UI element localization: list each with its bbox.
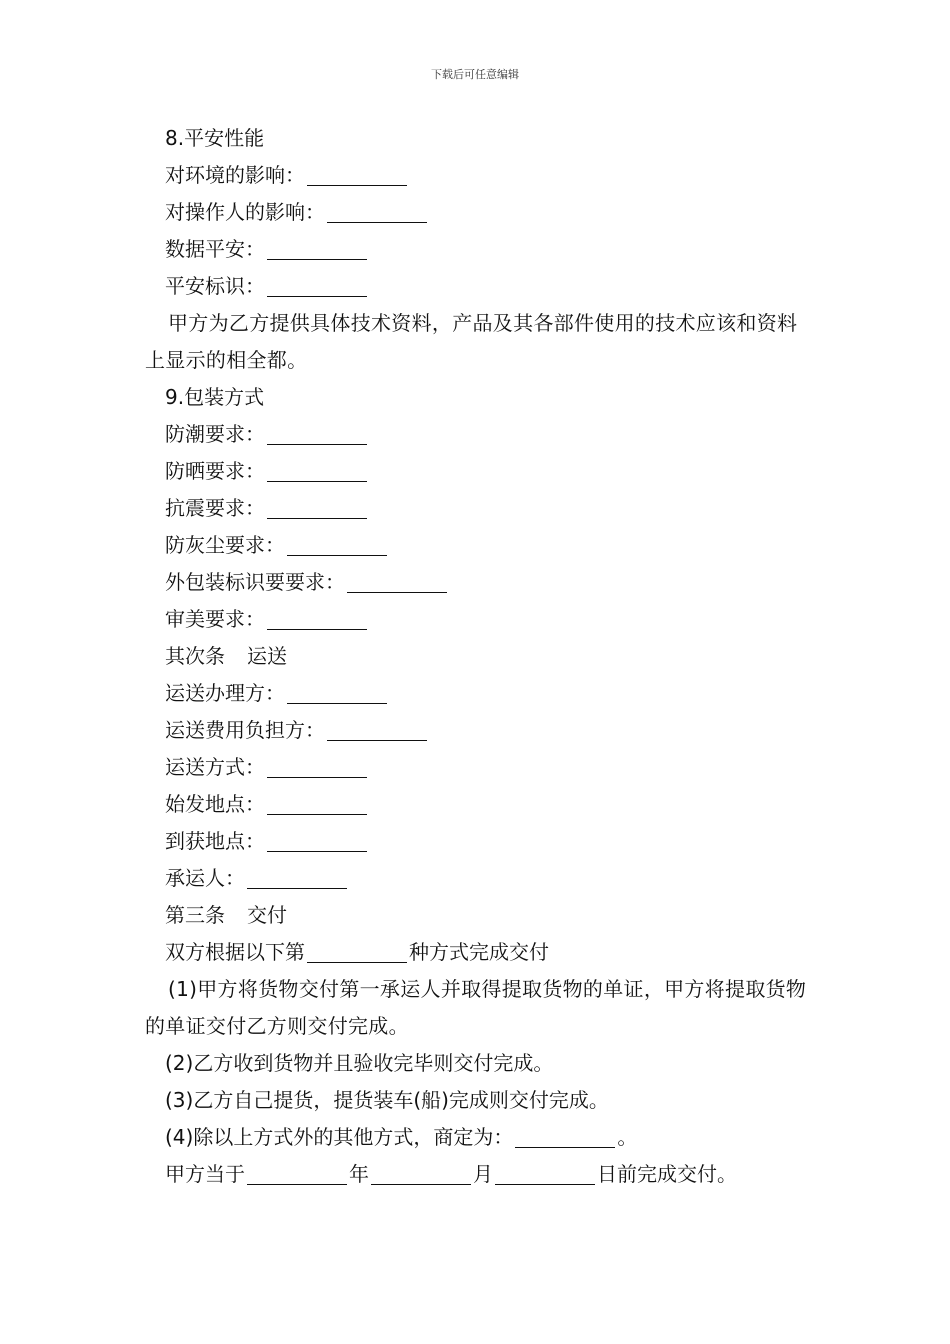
option-4-suffix: 。: [617, 1125, 638, 1149]
outer-label-field: [145, 564, 810, 601]
fill-blank[interactable]: [287, 529, 387, 556]
document-body: [145, 120, 810, 1193]
month-blank[interactable]: [371, 1158, 471, 1185]
delivery-option-2: (2)乙方收到货物并且验收完毕则交付完成。: [165, 1051, 554, 1075]
field-label: 对环境的影响：: [165, 163, 305, 187]
field-label: 承运人：: [165, 866, 245, 890]
transport-method-field: [145, 749, 810, 786]
fill-blank[interactable]: [267, 455, 367, 482]
field-label: 对操作人的影响：: [165, 200, 325, 224]
year-label: 年: [349, 1162, 369, 1186]
field-label: 抗震要求：: [165, 496, 265, 520]
article-name: 交付: [247, 903, 287, 927]
month-label: 月: [473, 1162, 493, 1186]
field-label: 外包装标识要要求：: [165, 570, 345, 594]
delivery-option-3: (3)乙方自己提货，提货装车(船)完成则交付完成。: [165, 1088, 609, 1112]
fill-blank[interactable]: [307, 159, 407, 186]
delivery-option-1: (1)甲方将货物交付第一承运人并取得提取货物的单证，甲方将提取货物的单证交付乙方则交付完成。: [145, 977, 807, 1038]
field-label: 运送方式：: [165, 755, 265, 779]
operator-impact-field: [145, 194, 810, 231]
option-4-prefix: (4)除以上方式外的其他方式，商定为：: [165, 1125, 514, 1149]
article-2-heading: [145, 638, 810, 675]
origin-field: [145, 786, 810, 823]
fill-blank[interactable]: [327, 714, 427, 741]
fill-blank[interactable]: [327, 196, 427, 223]
field-label: 防晒要求：: [165, 459, 265, 483]
fill-blank[interactable]: [267, 788, 367, 815]
field-label: 防灰尘要求：: [165, 533, 285, 557]
article-name: 运送: [247, 644, 287, 668]
field-label: 数据平安：: [165, 237, 265, 261]
destination-field: [145, 823, 810, 860]
article-3-heading: [145, 897, 810, 934]
dust-field: [145, 527, 810, 564]
data-safety-field: [145, 231, 810, 268]
field-label: 平安标识：: [165, 274, 265, 298]
field-label: 到获地点：: [165, 829, 265, 853]
fill-blank[interactable]: [267, 825, 367, 852]
section-9-title: 9.包装方式: [165, 385, 265, 409]
year-blank[interactable]: [247, 1158, 347, 1185]
article-number: 其次条: [165, 644, 225, 668]
shock-field: [145, 490, 810, 527]
day-blank[interactable]: [495, 1158, 595, 1185]
delivery-option-4: [145, 1119, 810, 1156]
aesthetic-field: [145, 601, 810, 638]
fill-blank[interactable]: [307, 936, 407, 963]
page-header-note: 下载后可任意编辑: [431, 68, 519, 81]
fill-blank[interactable]: [515, 1121, 615, 1148]
fill-blank[interactable]: [247, 862, 347, 889]
field-label: 防潮要求：: [165, 422, 265, 446]
fill-blank[interactable]: [267, 603, 367, 630]
date-suffix: 日前完成交付。: [597, 1162, 737, 1186]
delivery-date-line: [145, 1156, 810, 1193]
fill-blank[interactable]: [267, 233, 367, 260]
carrier-field: [145, 860, 810, 897]
transport-cost-field: [145, 712, 810, 749]
choice-prefix: 双方根据以下第: [165, 940, 305, 964]
fill-blank[interactable]: [267, 270, 367, 297]
field-label: 运送办理方：: [165, 681, 285, 705]
delivery-choice-line: [145, 934, 810, 971]
safety-mark-field: [145, 268, 810, 305]
tech-docs-paragraph: 甲方为乙方提供具体技术资料，产品及其各部件使用的技术应该和资料上显示的相全都。: [145, 311, 798, 372]
moisture-field: [145, 416, 810, 453]
fill-blank[interactable]: [347, 566, 447, 593]
transport-handler-field: [145, 675, 810, 712]
section-8-title: 8.平安性能: [165, 126, 265, 150]
choice-suffix: 种方式完成交付: [409, 940, 549, 964]
field-label: 始发地点：: [165, 792, 265, 816]
field-label: 运送费用负担方：: [165, 718, 325, 742]
fill-blank[interactable]: [287, 677, 387, 704]
date-prefix: 甲方当于: [165, 1162, 245, 1186]
sun-field: [145, 453, 810, 490]
fill-blank[interactable]: [267, 418, 367, 445]
article-number: 第三条: [165, 903, 225, 927]
fill-blank[interactable]: [267, 492, 367, 519]
field-label: 审美要求：: [165, 607, 265, 631]
env-impact-field: [145, 157, 810, 194]
fill-blank[interactable]: [267, 751, 367, 778]
